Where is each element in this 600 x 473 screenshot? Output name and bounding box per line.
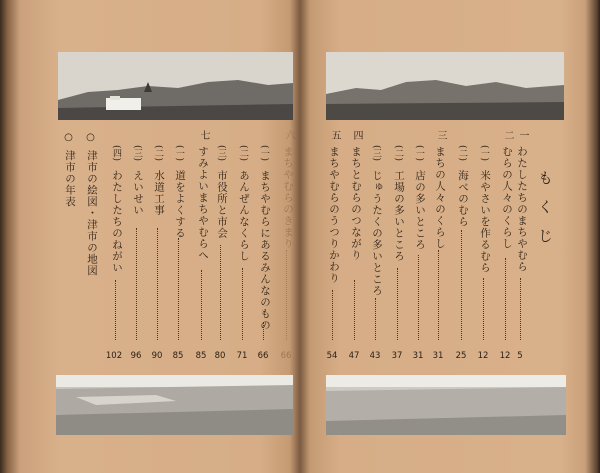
section-number: (一) [479, 145, 489, 162]
leader-dots [418, 255, 419, 340]
entry-title: じゅうたくの多いところ [371, 170, 383, 297]
section-number: (二) [238, 145, 248, 162]
leader-dots [220, 245, 221, 340]
entry-title: 海べのむら [457, 170, 469, 228]
page-number: 54 [326, 351, 338, 361]
section-number: (一) [259, 145, 269, 162]
chapter-number: 六 [283, 130, 294, 140]
entry-title: 市役所と市会 [216, 170, 228, 239]
chapter-number: 七 [198, 130, 209, 140]
leader-dots [115, 280, 116, 340]
entry-title: まちやむらのうつりかわり [328, 146, 340, 284]
top-left-photo [58, 52, 293, 120]
entry-title: わたしたちのねがい [111, 170, 123, 274]
entry-title: えいせい [132, 170, 144, 216]
leader-dots [286, 250, 287, 340]
page-number: 102 [105, 351, 123, 361]
appendix-mark: ○ [85, 132, 96, 143]
leader-dots [157, 228, 158, 340]
leader-dots [201, 270, 202, 340]
leader-dots [397, 268, 398, 340]
entry-title: 津市の絵図・津市の地図 [86, 150, 98, 277]
leader-dots [505, 258, 506, 340]
section-number: (三) [132, 145, 142, 162]
page-number: 5 [517, 351, 523, 361]
leader-dots [354, 280, 355, 340]
leader-dots [520, 278, 521, 340]
chapter-number: 一 [517, 130, 528, 140]
section-number: (三) [371, 145, 381, 162]
bottom-right-photo [326, 375, 566, 435]
page-number: 47 [348, 351, 360, 361]
entry-title: 水道工事 [153, 170, 165, 216]
entry-title: 工場の多いところ [393, 170, 405, 262]
page-number: 31 [432, 351, 444, 361]
entry-title: 米やさいを作るむら [479, 170, 491, 274]
page-number: 85 [172, 351, 184, 361]
page-number: 71 [236, 351, 248, 361]
section-number: (二) [457, 145, 467, 162]
bottom-left-photo [56, 375, 293, 435]
entry-title: まちやむらのきまり [282, 146, 294, 250]
entry-title: まちの人々のくらし [434, 146, 446, 250]
leader-dots [461, 230, 462, 340]
page-number: 31 [412, 351, 424, 361]
page-number: 25 [455, 351, 467, 361]
page-number: 90 [151, 351, 163, 361]
section-number: (二) [393, 145, 403, 162]
section-number: (一) [414, 145, 424, 162]
leader-dots [242, 268, 243, 340]
entry-title: まちやむらにあるみんなのもの [259, 170, 271, 331]
page-number: 37 [391, 351, 403, 361]
leader-dots [136, 228, 137, 340]
page-number: 66 [280, 351, 292, 361]
page-number: 43 [369, 351, 381, 361]
leader-dots [375, 298, 376, 340]
entry-title: 道をよくする [174, 170, 186, 239]
leader-dots [438, 250, 439, 340]
top-right-photo [326, 52, 564, 120]
section-number: (一) [174, 145, 184, 162]
entry-title: あんぜんなくらし [238, 170, 250, 262]
section-number: (三) [216, 145, 226, 162]
chapter-number: 二 [502, 130, 513, 140]
leader-dots [483, 278, 484, 340]
entry-title: 津市の年表 [64, 150, 76, 208]
appendix-mark: ○ [63, 132, 74, 143]
entry-title: むらの人々のくらし [501, 146, 513, 250]
entry-title: わたしたちのまちやむら [516, 146, 528, 273]
page-number: 12 [477, 351, 489, 361]
page-number: 96 [130, 351, 142, 361]
page-number: 66 [257, 351, 269, 361]
chapter-number: 三 [435, 130, 446, 140]
chapter-number: 四 [351, 130, 362, 140]
leader-dots [263, 322, 264, 340]
section-number: (四) [111, 145, 121, 162]
chapter-number: 五 [329, 130, 340, 140]
section-number: (二) [153, 145, 163, 162]
entry-title: 店の多いところ [414, 170, 426, 251]
entry-title: まちとむらのつながり [350, 146, 362, 261]
page-number: 85 [195, 351, 207, 361]
leader-dots [332, 290, 333, 340]
page-number: 80 [214, 351, 226, 361]
toc-title: もくじ [536, 170, 554, 257]
leader-dots [178, 238, 179, 340]
page-number: 12 [499, 351, 511, 361]
entry-title: すみよいまちやむらへ [197, 146, 209, 261]
